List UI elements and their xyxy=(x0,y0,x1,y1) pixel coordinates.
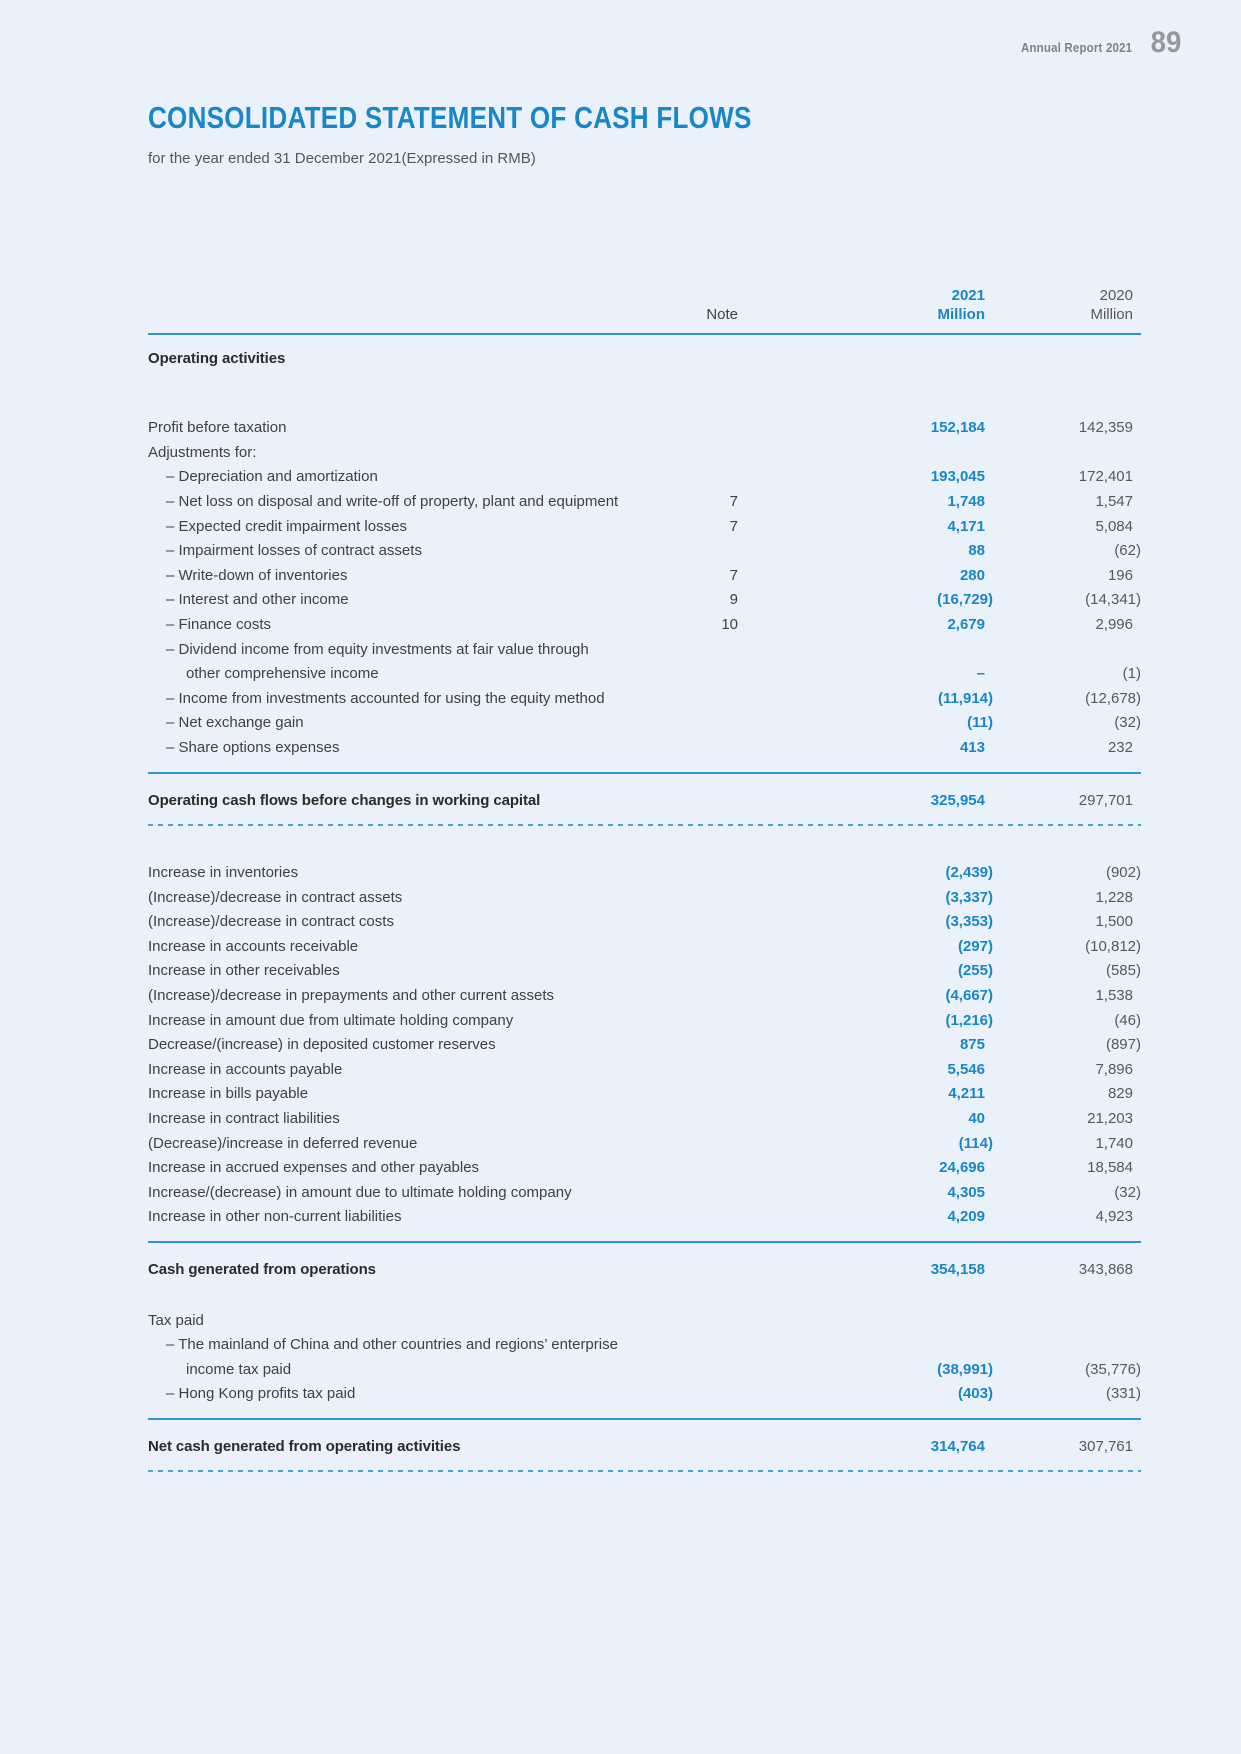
value-2021: (11,914) xyxy=(937,689,993,707)
value-2021: – xyxy=(976,665,985,683)
table-body xyxy=(148,347,1141,1472)
value-2021: 24,696 xyxy=(939,1159,985,1177)
table-row xyxy=(148,935,1141,960)
table-header xyxy=(148,286,1141,324)
row-label: – Expected credit impairment losses xyxy=(166,517,407,535)
value-2021: 280 xyxy=(959,566,985,584)
total-row xyxy=(148,1433,1141,1461)
row-label: Increase in contract liabilities xyxy=(148,1110,340,1128)
value-2020: (62) xyxy=(1114,542,1141,560)
table-row xyxy=(148,1382,1141,1407)
page-title: CONSOLIDATED STATEMENT OF CASH FLOWS xyxy=(148,100,752,135)
value-2020: 343,868 xyxy=(1078,1261,1133,1278)
value-2020: 18,584 xyxy=(1087,1159,1133,1177)
column-header-2021: 2021 xyxy=(951,287,985,304)
page-number: 89 xyxy=(1150,26,1181,59)
value-2020: (1) xyxy=(1122,665,1141,683)
row-label: – Interest and other income xyxy=(166,591,349,609)
table-row xyxy=(148,984,1141,1009)
table-row xyxy=(148,1181,1141,1206)
dashed-rule xyxy=(148,1470,1141,1472)
value-2021: 4,211 xyxy=(948,1085,985,1103)
row-label: – Net loss on disposal and write-off of property, plant and equipment xyxy=(166,492,619,510)
value-2021: 314,764 xyxy=(930,1437,985,1455)
value-2021: 4,171 xyxy=(947,517,985,535)
row-label: Adjustments for: xyxy=(148,443,257,461)
table-row xyxy=(148,515,1141,540)
report-title-label: Annual Report 2021 xyxy=(1020,41,1132,55)
value-2020: 232 xyxy=(1107,738,1133,756)
value-2021: (255) xyxy=(957,962,993,980)
row-label: Increase in amount due from ultimate holding company xyxy=(148,1011,514,1029)
row-label: other comprehensive income xyxy=(186,665,379,683)
table-row xyxy=(148,687,1141,712)
row-label: Increase in bills payable xyxy=(148,1085,309,1103)
value-2021: (16,729) xyxy=(937,591,993,609)
note-cell: 9 xyxy=(729,591,738,609)
table-row xyxy=(148,1156,1141,1181)
table-row xyxy=(148,588,1141,613)
table-header-unit-row xyxy=(148,305,1141,324)
value-2021: 413 xyxy=(959,738,985,756)
table-row xyxy=(148,1107,1141,1132)
value-2021: 40 xyxy=(968,1110,985,1128)
value-2020: 1,538 xyxy=(1095,987,1133,1005)
table-row xyxy=(148,1309,1141,1334)
row-label: – Net exchange gain xyxy=(166,714,304,732)
row-label: – Dividend income from equity investments at fair value through xyxy=(166,640,589,658)
value-2021: 193,045 xyxy=(930,468,985,486)
table-row xyxy=(148,959,1141,984)
value-2020: 142,359 xyxy=(1078,419,1133,437)
value-2021: (11) xyxy=(967,714,993,732)
row-label: (Increase)/decrease in contract costs xyxy=(148,913,394,931)
column-header-note: Note xyxy=(706,306,738,323)
value-2021: 325,954 xyxy=(930,791,985,809)
row-label: Increase in inventories xyxy=(148,864,299,882)
page-subtitle: for the year ended 31 December 2021(Expressed in RMB) xyxy=(148,150,536,167)
value-2021: 4,209 xyxy=(947,1208,985,1226)
value-2021: 88 xyxy=(968,542,985,560)
row-gap xyxy=(148,392,1141,417)
header-rule xyxy=(148,333,1141,335)
row-label: Operating activities xyxy=(148,350,286,367)
value-2020: 1,547 xyxy=(1095,492,1133,510)
row-label: Increase in accounts receivable xyxy=(148,937,359,955)
value-2020: (32) xyxy=(1114,714,1141,732)
row-label: – Impairment losses of contract assets xyxy=(166,542,422,560)
table-row xyxy=(148,662,1141,687)
row-label: Net cash generated from operating activities xyxy=(148,1437,461,1455)
value-2020: 1,500 xyxy=(1095,913,1133,931)
total-row xyxy=(148,1256,1141,1284)
row-label: income tax paid xyxy=(186,1360,292,1378)
row-label: – Hong Kong profits tax paid xyxy=(166,1385,356,1403)
note-cell: 7 xyxy=(729,517,738,535)
table-row xyxy=(148,910,1141,935)
solid-rule xyxy=(148,1241,1141,1243)
value-2020: (585) xyxy=(1105,962,1141,980)
value-2020: (35,776) xyxy=(1085,1360,1141,1378)
table-row xyxy=(148,1205,1141,1230)
solid-rule xyxy=(148,1418,1141,1420)
value-2020: 307,761 xyxy=(1078,1437,1133,1455)
table-row xyxy=(148,465,1141,490)
table-row xyxy=(148,1058,1141,1083)
table-row xyxy=(148,490,1141,515)
row-label: – Share options expenses xyxy=(166,738,340,756)
table-row xyxy=(148,1333,1141,1358)
cash-flow-table xyxy=(148,286,1141,1483)
table-row xyxy=(148,886,1141,911)
value-2020: (32) xyxy=(1114,1183,1141,1201)
value-2021: 1,748 xyxy=(947,492,985,510)
value-2021: 875 xyxy=(959,1036,985,1054)
value-2021: 5,546 xyxy=(947,1060,985,1078)
table-row xyxy=(148,1082,1141,1107)
value-2020: (902) xyxy=(1105,864,1141,882)
value-2021: (3,353) xyxy=(945,913,993,931)
value-2021: 354,158 xyxy=(930,1261,985,1278)
table-row xyxy=(148,711,1141,736)
row-label: Operating cash flows before changes in working capital xyxy=(148,791,541,809)
table-row xyxy=(148,736,1141,761)
row-label: Tax paid xyxy=(148,1311,204,1329)
row-label: Cash generated from operations xyxy=(148,1261,376,1278)
value-2021: (2,439) xyxy=(945,864,993,882)
column-header-2020: 2020 xyxy=(1099,287,1133,304)
table-row xyxy=(148,539,1141,564)
row-label: Decrease/(increase) in deposited customer reserves xyxy=(148,1036,496,1054)
value-2020: (331) xyxy=(1105,1385,1141,1403)
row-label: – Finance costs xyxy=(166,615,272,633)
value-2020: 7,896 xyxy=(1095,1060,1133,1078)
value-2021: 4,305 xyxy=(947,1183,985,1201)
table-row xyxy=(148,613,1141,638)
note-cell: 7 xyxy=(729,566,738,584)
value-2020: (10,812) xyxy=(1085,937,1141,955)
value-2021: 2,679 xyxy=(947,615,985,633)
row-gap xyxy=(148,837,1141,862)
value-2020: 21,203 xyxy=(1087,1110,1133,1128)
value-2020: 196 xyxy=(1107,566,1133,584)
value-2021: (297) xyxy=(957,937,993,955)
row-label: (Decrease)/increase in deferred revenue xyxy=(148,1134,418,1152)
row-label: – Depreciation and amortization xyxy=(166,468,378,486)
table-row xyxy=(148,564,1141,589)
value-2021: (403) xyxy=(957,1385,993,1403)
total-row xyxy=(148,787,1141,815)
table-row xyxy=(148,1009,1141,1034)
value-2020: 1,740 xyxy=(1095,1134,1133,1152)
table-row xyxy=(148,1358,1141,1383)
value-2020: (14,341) xyxy=(1085,591,1141,609)
table-row xyxy=(148,416,1141,441)
row-label: Increase in other non-current liabilities xyxy=(148,1208,402,1226)
row-label: Increase/(decrease) in amount due to ultimate holding company xyxy=(148,1183,572,1201)
table-row xyxy=(148,1132,1141,1157)
value-2021: 152,184 xyxy=(930,419,985,437)
running-head xyxy=(1021,26,1181,60)
value-2020: 2,996 xyxy=(1095,615,1133,633)
value-2020: 297,701 xyxy=(1078,791,1133,809)
row-label: Profit before taxation xyxy=(148,419,287,437)
row-gap xyxy=(148,1284,1141,1309)
value-2021: (114) xyxy=(958,1134,993,1152)
value-2020: 4,923 xyxy=(1095,1208,1133,1226)
solid-rule xyxy=(148,772,1141,774)
value-2021: (4,667) xyxy=(945,987,993,1005)
note-cell: 10 xyxy=(721,615,738,633)
note-cell: 7 xyxy=(729,492,738,510)
section-row xyxy=(148,347,1141,372)
value-2020: 829 xyxy=(1107,1085,1133,1103)
row-label: – Write-down of inventories xyxy=(166,566,348,584)
table-row xyxy=(148,1033,1141,1058)
column-header-million-2021: Million xyxy=(937,306,985,323)
row-label: Increase in other receivables xyxy=(148,962,340,980)
table-row xyxy=(148,861,1141,886)
value-2021: (3,337) xyxy=(945,888,993,906)
row-label: (Increase)/decrease in prepayments and other current assets xyxy=(148,987,555,1005)
value-2020: (46) xyxy=(1114,1011,1141,1029)
row-label: (Increase)/decrease in contract assets xyxy=(148,888,403,906)
value-2020: 5,084 xyxy=(1095,517,1133,535)
value-2020: (897) xyxy=(1105,1036,1141,1054)
row-label: Increase in accrued expenses and other payables xyxy=(148,1159,480,1177)
row-label: Increase in accounts payable xyxy=(148,1060,343,1078)
value-2020: 172,401 xyxy=(1078,468,1133,486)
dashed-rule xyxy=(148,824,1141,826)
value-2020: (12,678) xyxy=(1085,689,1141,707)
column-header-million-2020: Million xyxy=(1090,306,1133,323)
document-heading xyxy=(148,100,1148,167)
table-header-year-row xyxy=(148,286,1141,305)
row-label: – The mainland of China and other countries and regions’ enterprise xyxy=(166,1336,618,1354)
value-2020: 1,228 xyxy=(1095,888,1133,906)
table-row xyxy=(148,441,1141,466)
row-label: – Income from investments accounted for using the equity method xyxy=(166,689,605,707)
value-2021: (1,216) xyxy=(945,1011,993,1029)
table-row xyxy=(148,638,1141,663)
value-2021: (38,991) xyxy=(937,1360,993,1378)
